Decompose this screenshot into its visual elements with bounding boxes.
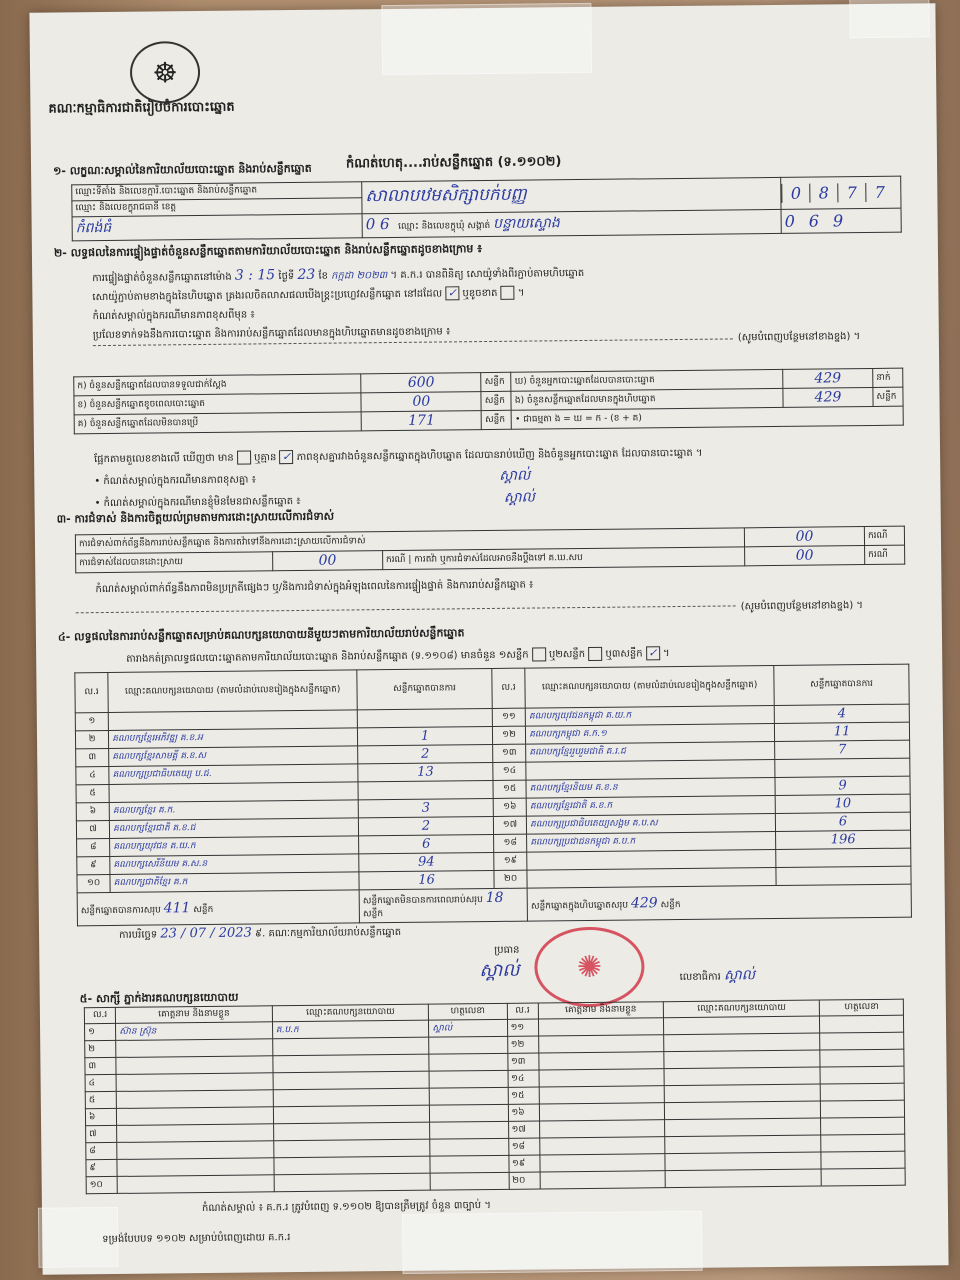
witness-signature [822,1168,906,1186]
section2-intro: ការផ្ទៀងផ្ទាត់ចំនួនសន្លឹកឆ្នោតនៅម៉ោង 3 : 15 ថ្ងៃទី 23 ខែ កក្កដា ២០២៣ ។ គ.ក.រ បានពិនិត្យ សោយ៉ូទាំងពីរភ្ជាប់តាមហិបឆ្នោត សោយ៉ូភ្ជាប់តាមខាងក្នុងនៃហិបឆ្នោត គ្រងរលចិតលាសផលបើងខ្ព្រះប្រហ្លេវសន្លឹកឆ្នោត នៅដដែល ✓ ឬខូចខាត ។ កំណត់សម្គាល់ក្នុងករណីមានភាពខុសពីមុន ៖ ប្រលែខទាក់ទងនឹងការបោះឆ្នោត និងការរាប់សន្លឹកឆ្នោតដែលមានក្នុងហិបឆ្នោតមានដូចខាងក្រោម ៖ [92,266,585,342]
row-number: ៨ [77,838,110,856]
party-name: គណបក្សយុវជនកម្ពុជា គ.យ.ក [525,706,774,727]
station-code: 0 8 7 7 [781,176,901,209]
reconcile-time: 3 : 15 [234,267,276,284]
party-votes [358,780,493,799]
party-votes: 2 [358,744,493,763]
complaints-resolved: 00 [272,551,382,571]
fill-note-1: (សូមបំពេញបន្ថែមនៅខាងខ្នង) ។ [737,331,861,344]
ballots-in-box-value: 429 [783,387,873,407]
footer-note: កំណត់សម្គាល់ ៖ គ.ក.រ ត្រូវបំពេញ ទ.១១០២ ឱ្យបានត្រឹមត្រូវ ចំនួន ៣ច្បាប់ ។ [201,1200,491,1215]
row-number: ១០ [77,874,110,892]
witness-name [539,1086,664,1104]
witness-name [116,1056,273,1075]
party-name: គណបក្សសេរីនិយម គ.ស.ន [110,854,359,875]
row-number: ២ [85,1040,116,1057]
nec-emblem: ☸ [130,41,201,104]
complaints-table: ការជំទាស់ពាក់ព័ន្ធនឹងការរាប់សន្លឹកឆ្នោត និងការតវ៉ាទៅនឹងការដោះស្រាយលើការជំទាស់ 00 ករណី ការជំទាស់ដែលបានដោះស្រាយ 00 ករណី | ការតវ៉ា ឬការជំទាស់ដែលអាចនឹងប្តឹងទៅ គ.ឃ.សប 00 ករណី [75,526,905,574]
row-number: ១៩ [508,1155,539,1172]
section3-note: កំណត់សម្គាល់ពាក់ព័ន្ធនឹងភាពមិនប្រក្រតីផ្សេងៗ ឬ/និងការជំទាស់ក្នុងអំឡុងពេលនៃការផ្ទៀងផ្ទាត់ និងការរាប់សន្លឹកឆ្នោត ៖ [95,579,534,596]
date-line: ការបរិច្ឆេទ 23 / 07 / 2023 ៩. គណៈកម្មការិយាល័យរាប់សន្លឹកឆ្នោត [119,925,402,942]
party-name: គណបក្សយុវជន គ.យ.ក [110,836,359,857]
complaints-recorded: 00 [744,527,864,547]
row-number: ១៥ [493,780,526,798]
box-total: 429 [630,894,658,912]
party-name: គណបក្សខ្មែរនិយម គ.ខ.ន [526,778,775,799]
party-votes: 3 [358,798,493,817]
witness-party [274,1173,431,1192]
witness-name: ស៊ាន ស្រ៊ុន [116,1022,273,1041]
section4-heading: ៤- លទ្ធផលនៃការរាប់សន្លឹកឆ្នោតសម្រាប់គណបក្សនយោបាយនីមួយៗតាមការិយាល័យរាប់សន្លឹកឆ្នោត [57,626,465,644]
party-votes: 196 [776,830,911,849]
witness-party [664,1101,821,1120]
party-name: គណបក្សខ្មែរជាតិ គ.ខ.ក [526,796,775,817]
witness-party [665,1135,822,1154]
party-name: គណបក្សខ្មែរសាមគ្គី គ.ខ.ស [109,746,358,767]
station-id-table: ឈ្មោះទីតាំង និងលេខក្ការិ.បោះឆ្នោត និងរាប់សន្លឹកឆ្នោត សាលាបឋមសិក្សាបក់បញ្ញ 0 8 7 7 ឈ្មោះ និងលេខក្ខុរាជធានី ខេត្ត កំពង់ធំ 0 6 ឈ្មោះ និងលេខក្ខុឃុំ សង្កាត់ បន្ទាយស្ទោង 069 [71,176,902,242]
form-title: កំណត់ហេតុ....រាប់សន្លឹកឆ្នោត (ទ.១១០២) [345,154,562,172]
section3-heading: ៣- ការជំទាស់ និងការចិត្តយល់ព្រមតាមការដោះស្រាយលើការជំទាស់ [56,509,335,526]
voters-label: ឃ) ចំនួនអ្នកបោះឆ្នោតដែលបានបោះឆ្នោត [511,369,783,391]
witness-party [274,1139,431,1158]
witness-name [117,1158,274,1177]
tape-top [381,3,592,75]
committee-header: គណៈកម្មាធិការជាតិរៀបចំការបោះឆ្នោត [48,99,235,117]
witness-name [117,1124,274,1143]
row-number: ១៧ [508,1121,539,1138]
party-votes: 16 [359,870,494,889]
witness-signature [821,1151,905,1169]
witness-signature [821,1117,905,1135]
witness-signature [821,1100,905,1118]
party-name: គណបក្សប្រជាធិបតេយ្យសង្គម គ.ប.ស [527,814,776,835]
row-number: ១៦ [493,798,526,816]
party-votes [776,866,911,885]
ballots-spoiled-value: 00 [361,392,481,412]
row-number: ១២ [507,1036,538,1053]
secretary-signature: ស្គាល់ [723,967,756,984]
witness-signature [429,1053,507,1071]
witness-signature: ស្គាល់ [429,1019,507,1037]
ballot-count-table: ក) ចំនួនសន្លឹកឆ្នោតដែលបានទទួលជាក់ស្តែង 600 សន្លឹក ឃ) ចំនួនអ្នកបោះឆ្នោតដែលបានបោះឆ្នោត 429 នាក់ ខ) ចំនួនសន្លឹកឆ្នោតខូចពេលបោះឆ្នោត 00 សន្លឹក ង) ចំនួនសន្លឹកឆ្នោតដែលមានក្នុងហិបឆ្នោត 429 សន្លឹក គ) ចំនួនសន្លឹកឆ្នោតដែលមិនបានប្រើ 171 សន្លឹក • ជាធម្មតា ង = ឃ = ក - (ខ + គ) [73,368,904,435]
witness-party [665,1118,822,1137]
party-votes: 6 [359,834,494,853]
party-name: គណបក្សខ្មែរជាតិ គ.ខ.ជ [110,818,359,839]
witness-party [273,1054,430,1073]
witness-name [540,1137,665,1155]
row-number: ៥ [85,1091,116,1108]
witness-signature [820,1015,904,1033]
station-name: សាលាបឋមសិក្សាបក់បញ្ញ [362,177,781,213]
ballot-result-form: ☸ គណៈកម្មាធិការជាតិរៀបចំការបោះឆ្នោត កំណត់ហេតុ....រាប់សន្លឹកឆ្នោត (ទ.១១០២) ១- លក្ខណៈសម្គាល់នៃការិយាល័យបោះឆ្នោត និងរាប់សន្លឹកឆ្នោត ឈ្មោះទីតាំង និងលេខក្ការិ.បោះឆ្នោត និងរាប់សន្លឹកឆ្នោត សាលាបឋមសិក្សាបក់បញ្ញ 0 8 7 7 ឈ្មោះ និងលេខក្ខុរាជធានី ខេត្ត កំពង់ធំ 0 6 ឈ្មោះ និងលេខក្ខុឃុំ សង្កាត់ បន្ទាយស្ទោង 069 ២- លទ្ធផលនៃការផ្ទៀងផ្ទាត់ចំនួនសន្លឹកឆ្នោតតាមការិយាល័យបោះឆ្នោត និងរាប់សន្លឹកឆ្នោតដូចខាងក្រោម ៖ ការផ្ទៀងផ្ទាត់ចំនួនសន្លឹកឆ្នោតនៅម៉ោង 3 : 15 ថ្ងៃទី 23 ខែ កក្កដា ២០២៣ ។ គ.ក.រ បានពិនិត្យ សោយ៉ូទាំងពីរភ្ជាប់តាមហិបឆ្នោត សោយ៉ូភ្ជាប់តាមខាងក្នុងនៃហិបឆ្នោត គ្រងរលចិតលាសផលបើងខ្ព្រះប្រហ្លេវសន្លឹកឆ្នោត នៅដដែល ✓ ឬខូចខាត ។ កំណត់សម្គាល់ក្នុងករណីមានភាពខុសពីមុន ៖ ប្រលែខទាក់ទងនឹងការបោះឆ្នោត និងការរាប់សន្លឹកឆ្នោតដែលមានក្នុងហិបឆ្នោតមានដូចខាងក្រោម ៖ (សូមបំពេញបន្ថែមនៅខាងខ្នង) ។ ក) ចំនួនសន្លឹកឆ្នោតដែលបានទទួលជាក់ស្តែង 600 សន្លឹក ឃ) ចំនួនអ្នកបោះឆ្នោតដែលបានបោះឆ្នោត 429 នាក់ ខ) ចំនួនសន្លឹកឆ្នោតខូចពេលបោះឆ្នោត 00 សន្លឹក ង) ចំនួនសន្លឹកឆ្នោតដែលមានក្នុងហិបឆ្នោត 429 សន្លឹក គ) ចំនួនសន្លឹកឆ្នោតដែលមិនបានប្រើ 171 សន្លឹក • ជាធម្មតា ង = ឃ = ក - (ខ + គ) ផ្អែកតាមតួលេខខាងលើ ឃើញថា មាន ឬគ្មាន ✓ ភាពខុសគ្នារវាងចំនួនសន្លឹកឆ្នោតក្នុងហិបឆ្នោត ដែលបានរាប់ឃើញ និងចំនួនអ្នកបោះឆ្នោត ដែលបានបោះឆ្នោត ។ • កំណត់សម្គាល់ក្នុងករណីមានភាពខុសគ្នា ៖ ស្គាល់ • កំណត់សម្គាល់ក្នុងករណីមានខ្ញុំមិនមែនជាសន្លឹកឆ្នោត ៖ ស្គាល់ ៣- ការជំទាស់ និងការចិត្តយល់ព្រមតាមការដោះស្រាយលើការជំទាស់ ការជំទាស់ពាក់ព័ន្ធនឹងការរាប់សន្លឹកឆ្នោត និងការតវ៉ាទៅនឹងការដោះស្រាយលើការជំទាស់ 00 ករណី ការជំទាស់ដែលបានដោះស្រាយ 00 ករណី | ការតវ៉ា ឬការជំទាស់ដែលអាចនឹងប្តឹងទៅ គ.ឃ.សប 00 ករណី កំណត់សម្គាល់ពាក់ព័ន្ធនឹងភាពមិនប្រក្រតីផ្សេងៗ ឬ/និងការជំទាស់ក្នុងអំឡុងពេលនៃការផ្ទៀងផ្ទាត់ និងការរាប់សន្លឹកឆ្នោត ៖ (សូមបំពេញបន្ថែមនៅខាងខ្នង) ។ ៤- លទ្ធផលនៃការរាប់សន្លឹកឆ្នោតសម្រាប់គណបក្សនយោបាយនីមួយៗតាមការិយាល័យរាប់សន្លឹកឆ្នោត តារាងកត់ត្រាលទ្ធផលបោះឆ្នោតតាមការិយាល័យបោះឆ្នោត និងរាប់សន្លឹកឆ្នោត (ទ.១១០៨) មានចំនួន ១សន្លឹក ឬ២សន្លឹក ឬ៣សន្លឹក ✓ ។ ល.រ ឈ្មោះគណបក្សនយោបាយ (តាមលំដាប់លេខរៀងក្នុងសន្លឹកឆ្នោត) សន្លឹកឆ្នោតបានការ ល.រ ឈ្មោះគណបក្សនយោបាយ (តាមលំដាប់លេខរៀងក្នុងសន្លឹកឆ្នោត) សន្លឹកឆ្នោតបានការ ១ ១១ គណបក្សយុវជនកម្ពុជា គ.យ.ក 4 ២ គណបក្សខ្មែរអភិវឌ្ឍ គ.ខ.អ 1 ១២ គណបក្សកម្ពុជា គ.ក.១ 11 ៣ គណបក្សខ្មែរសាមគ្គី គ.ខ.ស 2 ១៣ គណបក្សខ្មែររួបរួមជាតិ គ.រ.ជ 7 ៤ គណបក្សប្រជាធិបតេយ្យ ប.ជ. 13 ១៤ ៥ ១៥ គណបក្សខ្មែរនិយម គ.ខ.ន 9 ៦ គណបក្សខ្មែរ គ.ក. 3 ១៦ គណបក្សខ្មែរជាតិ គ.ខ.ក 10 ៧ គណបក្សខ្មែរជាតិ គ.ខ.ជ 2 ១៧ គណបក្សប្រជាធិបតេយ្យសង្គម គ.ប.ស 6 ៨ គណបក្សយុវជន គ.យ.ក 6 ១៨ គណបក្សប្រជាជនកម្ពុជា គ.ប.ក 196 ៩ គណបក្សសេរីនិយម គ.ស.ន 94 ១៩ ១០ គណបក្សជាតិខ្មែរ គ.ក 16 ២០ សន្លឹកឆ្នោតបានការសរុប 411 សន្លឹក សន្លឹកឆ្នោតមិនបានការពេលរាប់សរុប 18 សន្លឹក សន្លឹកឆ្នោតក្នុងហិបឆ្នោតសរុប 429 សន្លឹក ការបរិច្ឆេទ 23 / 07 / 2023 ៩. គណៈកម្មការិយាល័យរាប់សន្លឹកឆ្នោត ប្រធាន ស្គាល់ ✺ លេខាធិការ ស្គាល់ ៥- សាក្សី ភ្នាក់ងារគណបក្សនយោបាយ ល.រ គោត្តនាម និងនាមខ្លួន ឈ្មោះគណបក្សនយោបាយ ហត្ថលេខា ល.រ គោត្តនាម និងនាមខ្លួន ឈ្មោះគណបក្សនយោបាយ ហត្ថលេខា ១ ស៊ាន ស្រ៊ុន គ.ប.ក ស្គាល់ ១១ ២ ១២ ៣ ១៣ ៤ ១៤ ៥ ១៥ ៦ ១៦ ៧ ១៧ ៨ ១៨ ៩ ១៩ ១០ ២០ កំណត់សម្គាល់ ៖ គ.ក.រ ត្រូវបំពេញ ទ.១១០២ ឱ្យបានត្រឹមត្រូវ ចំនួន ៣ច្បាប់ ។ ទម្រង់បែបបទ ១១០២ សម្រាប់បំពេញដោយ គ.ក.រ [29,3,948,1274]
ballots-unused-value: 171 [362,411,482,431]
witness-party [274,1156,431,1175]
witness-name [540,1154,665,1172]
tape-bottom [402,1211,703,1274]
witness-name [539,1069,664,1087]
section4-pages: តារាងកត់ត្រាលទ្ធផលបោះឆ្នោតតាមការិយាល័យបោះឆ្នោត និងរាប់សន្លឹកឆ្នោត (ទ.១១០៨) មានចំនួន ១សន្លឹក ឬ២សន្លឹក ឬ៣សន្លឹក ✓ ។ [126,646,670,665]
row-number: ៥ [76,784,109,802]
row-number: ១៤ [493,762,526,780]
witness-name [539,1120,664,1138]
row-number: ៩ [86,1159,117,1176]
party-results-table: ល.រ ឈ្មោះគណបក្សនយោបាយ (តាមលំដាប់លេខរៀងក្នុងសន្លឹកឆ្នោត) សន្លឹកឆ្នោតបានការ ល.រ ឈ្មោះគណបក្សនយោបាយ (តាមលំដាប់លេខរៀងក្នុងសន្លឹកឆ្នោត) សន្លឹកឆ្នោតបានការ ១ ១១ គណបក្សយុវជនកម្ពុជា គ.យ.ក 4 ២ គណបក្សខ្មែរអភិវឌ្ឍ គ.ខ.អ 1 ១២ គណបក្សកម្ពុជា គ.ក.១ 11 ៣ គណបក្សខ្មែរសាមគ្គី គ.ខ.ស 2 ១៣ គណបក្សខ្មែររួបរួមជាតិ គ.រ.ជ 7 ៤ គណបក្សប្រជាធិបតេយ្យ ប.ជ. 13 ១៤ ៥ ១៥ គណបក្សខ្មែរនិយម គ.ខ.ន 9 ៦ គណបក្សខ្មែរ គ.ក. 3 ១៦ គណបក្សខ្មែរជាតិ គ.ខ.ក 10 ៧ គណបក្សខ្មែរជាតិ គ.ខ.ជ 2 ១៧ គណបក្សប្រជាធិបតេយ្យសង្គម គ.ប.ស 6 ៨ គណបក្សយុវជន គ.យ.ក 6 ១៨ គណបក្សប្រជាជនកម្ពុជា គ.ប.ក 196 ៩ គណបក្សសេរីនិយម គ.ស.ន 94 ១៩ ១០ គណបក្សជាតិខ្មែរ គ.ក 16 ២០ សន្លឹកឆ្នោតបានការសរុប 411 សន្លឹក សន្លឹកឆ្នោតមិនបានការពេលរាប់សរុប 18 សន្លឹក សន្លឹកឆ្នោតក្នុងហិបឆ្នោតសរុប 429 សន្លឹក [74,664,912,927]
row-number: ១៧ [493,816,526,834]
ballots-received-label: ក) ចំនួនសន្លឹកឆ្នោតដែលបានទទួលជាក់ស្តែង [74,374,362,396]
row-number: ១ [75,712,108,730]
row-number: ១៨ [508,1138,539,1155]
seal-ok-checkbox: ✓ [445,286,459,300]
party-name: គណបក្សប្រជាធិបតេយ្យ ប.ជ. [109,764,358,785]
witness-name [117,1141,274,1160]
witness-signature [430,1138,508,1156]
witness-signature [429,1036,507,1054]
party-votes [357,708,492,727]
party-votes: 13 [358,762,493,781]
party-votes: 7 [775,740,910,759]
secretary-line: លេខាធិការ ស្គាល់ [679,967,756,984]
party-name: គណបក្សខ្មែររួបរួមជាតិ គ.រ.ជ [526,742,775,763]
section5-heading: ៥- សាក្សី ភ្នាក់ងារគណបក្សនយោបាយ [79,990,239,1006]
row-number: ២ [75,730,108,748]
reconcile-month: កក្កដា ២០២៣ [331,270,388,282]
row-number: ១៣ [507,1053,538,1070]
party-name: គណបក្សខ្មែរអភិវឌ្ឍ គ.ខ.អ [109,728,358,749]
signature-incorrect: ស្គាល់ [503,489,536,506]
commune-code: 069 [781,208,901,233]
row-number: ៦ [76,802,109,820]
signature-correct: ស្គាល់ [499,467,531,484]
witness-party [273,1105,430,1124]
reconcile-day: 23 [297,266,316,283]
ballots-spoiled-label: ខ) ចំនួនសន្លឹកឆ្នោតខូចពេលបោះឆ្នោត [74,393,362,415]
witness-name [117,1090,274,1109]
witness-name [117,1107,274,1126]
row-number: ៣ [85,1057,116,1074]
party-votes: 2 [359,816,494,835]
witness-party [664,1033,821,1052]
province-code: 0 6 [365,215,390,234]
row-number: ១ [85,1023,116,1040]
row-number: ១៨ [494,834,527,852]
station-row-label: ឈ្មោះទីតាំង និងលេខក្ការិ.បោះឆ្នោត និងរាប់សន្លឹកឆ្នោត [72,182,362,201]
row-number: ១៦ [508,1104,539,1121]
seal-bad-checkbox [501,286,515,300]
party-votes: 11 [775,722,910,741]
row-number: ១៣ [493,744,526,762]
witness-name [116,1039,273,1058]
official-stamp: ✺ [534,926,645,1007]
row-number: ៧ [76,820,109,838]
witness-signature [821,1083,905,1101]
row-number: ១៥ [508,1087,539,1104]
party-name: គណបក្សប្រជាជនកម្ពុជា គ.ប.ក [527,832,776,853]
witness-signature [429,1087,507,1105]
province-name: កំពង់ធំ [75,219,112,237]
row-number: ២០ [494,870,527,888]
party-name: គណបក្សខ្មែរ គ.ក. [109,800,358,821]
witness-party [273,1071,430,1090]
section1-heading: ១- លក្ខណៈសម្គាល់នៃការិយាល័យបោះឆ្នោត និងរាប់សន្លឹកឆ្នោត [53,161,312,178]
witness-name [539,1103,664,1121]
valid-total: 411 [163,899,191,916]
party-votes: 4 [774,704,909,723]
witness-name [538,1018,663,1036]
section2-heading: ២- លទ្ធផលនៃការផ្ទៀងផ្ទាត់ចំនួនសន្លឹកឆ្នោតតាមការិយាល័យបោះឆ្នោត និងរាប់សន្លឹកឆ្នោតដូចខាងក្រោម ៖ [53,242,483,260]
witness-name [116,1073,273,1092]
invalid-total: 18 [485,889,504,907]
witness-party [665,1169,822,1188]
signing-date: 23 / 07 / 2023 [160,925,252,942]
party-votes: 6 [775,812,910,831]
tape-top-right [849,0,929,38]
row-number: ១២ [492,726,525,744]
witness-signature [820,1049,904,1067]
witness-party [272,1037,429,1056]
witness-party [665,1152,822,1171]
chief-signature: ស្គាល់ [479,959,520,982]
row-number: ២០ [509,1172,540,1189]
party-votes: 10 [775,794,910,813]
commune-row-label: ឈ្មោះ និងលេខក្ខុរាជធានី ខេត្ត [72,198,362,217]
witness-party: គ.ប.ក [272,1020,429,1039]
row-number: ៧ [86,1125,117,1142]
witness-signature [430,1172,508,1190]
party-name: គណបក្សជាតិខ្មែរ គ.ក [110,872,359,893]
witness-signature [430,1155,508,1173]
party-name: គណបក្សកម្ពុជា គ.ក.១ [526,724,775,745]
witness-signature [820,1066,904,1084]
witness-party [664,1084,821,1103]
form-code: ទម្រង់បែបបទ ១១០២ សម្រាប់បំពេញដោយ គ.ក.រ [102,1232,291,1246]
witness-signature [430,1104,508,1122]
row-number: ៣ [76,748,109,766]
witness-party [664,1067,821,1086]
row-number: ៦ [85,1108,116,1125]
chief-label: ប្រធាន [494,944,520,956]
commune-name: បន្ទាយស្ទោង [492,215,560,232]
row-number: ៤ [85,1074,116,1091]
note-line-2 [76,605,736,613]
row-number: ៩ [77,856,110,874]
witness-name [540,1171,665,1189]
party-votes: 1 [358,726,493,745]
complaints-nec: 00 [745,546,865,566]
witness-party [273,1088,430,1107]
ballots-received-value: 600 [361,373,481,393]
witness-name [539,1052,664,1070]
row-number: ១០ [86,1176,117,1193]
voters-value: 429 [783,368,873,388]
row-number: ១៤ [508,1070,539,1087]
witness-name [538,1035,663,1053]
witness-name [117,1175,274,1194]
row-number: ១១ [492,708,525,726]
party-votes [776,848,911,867]
row-number: ៨ [86,1142,117,1159]
row-number: ១១ [507,1019,538,1036]
ballots-unused-label: គ) ចំនួនសន្លឹកឆ្នោតដែលមិនបានប្រើ [74,412,362,434]
party-rows [75,704,911,893]
witness-signature [429,1070,507,1088]
witness-party [273,1122,430,1141]
witness-signature [820,1032,904,1050]
party-votes [775,758,910,777]
witness-signature [430,1121,508,1139]
witness-party [664,1050,821,1069]
discrepancy-notes: ផ្អែកតាមតួលេខខាងលើ ឃើញថា មាន ឬគ្មាន ✓ ភាពខុសគ្នារវាងចំនួនសន្លឹកឆ្នោតក្នុងហិបឆ្នោត ដែលបានរាប់ឃើញ និងចំនួនអ្នកបោះឆ្នោត ដែលបានបោះឆ្នោត ។ • កំណត់សម្គាល់ក្នុងករណីមានភាពខុសគ្នា ៖ ស្គាល់ • កំណត់សម្គាល់ក្នុងករណីមានខ្ញុំមិនមែនជាសន្លឹកឆ្នោត ៖ ស្គាល់ [94,447,703,510]
party-votes: 94 [359,852,494,871]
row-number: ៤ [76,766,109,784]
witness-table: ល.រ គោត្តនាម និងនាមខ្លួន ឈ្មោះគណបក្សនយោបាយ ហត្ថលេខា ល.រ គោត្តនាម និងនាមខ្លួន ឈ្មោះគណបក្សនយោបាយ ហត្ថលេខា ១ ស៊ាន ស្រ៊ុន គ.ប.ក ស្គាល់ ១១ ២ ១២ ៣ ១៣ ៤ ១៤ ៥ ១៥ ៦ ១៦ ៧ ១៧ ៨ ១៨ ៩ ១៩ ១០ ២០ [84,999,906,1195]
witness-signature [821,1134,905,1152]
witness-party [663,1016,820,1035]
party-votes: 9 [775,776,910,795]
witness-rows [85,1015,906,1194]
row-number: ១៩ [494,852,527,870]
ballots-in-box-label: ង) ចំនួនសន្លឹកឆ្នោតដែលមានក្នុងហិបឆ្នោត [511,388,783,410]
formula: • ជាធម្មតា ង = ឃ = ក - (ខ + គ) [511,406,903,429]
